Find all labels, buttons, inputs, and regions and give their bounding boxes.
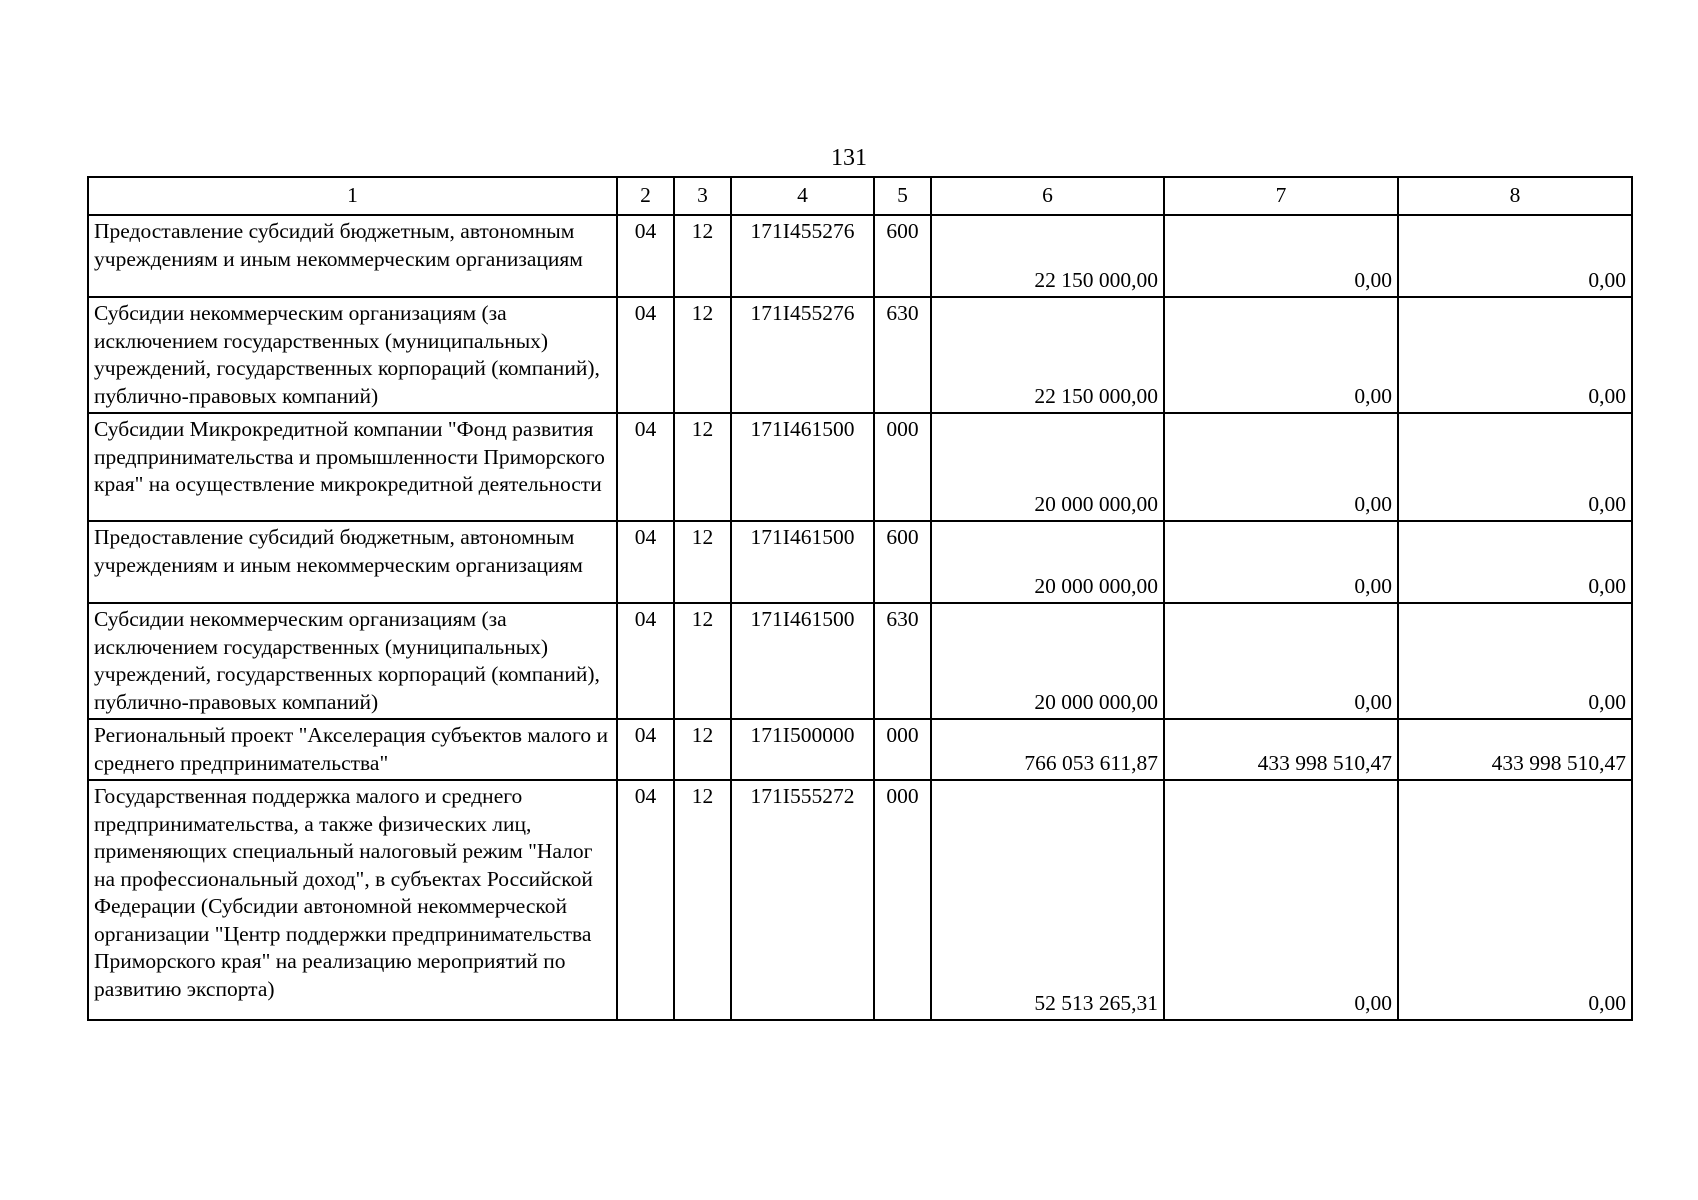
- target-article-code: 171I455276: [731, 297, 874, 413]
- column-header-2: 2: [617, 177, 674, 215]
- amount-col-6: 20 000 000,00: [931, 603, 1164, 719]
- section-code: 04: [617, 719, 674, 780]
- row-name: Субсидии некоммерческим организациям (за исключением государственных (муниципальных) учреждений, государственных корпораций (компаний), публично-правовых компаний): [88, 603, 617, 719]
- table-row: [88, 719, 1632, 780]
- target-article-code: 171I555272: [731, 780, 874, 1020]
- amount-col-7: 0,00: [1164, 413, 1398, 521]
- amount-col-7: 0,00: [1164, 780, 1398, 1020]
- target-article-code: 171I500000: [731, 719, 874, 780]
- amount-col-8: 0,00: [1398, 215, 1632, 297]
- table-row: [88, 297, 1632, 413]
- section-code: 04: [617, 603, 674, 719]
- table-row: [88, 521, 1632, 603]
- column-header-6: 6: [931, 177, 1164, 215]
- amount-col-7: 0,00: [1164, 603, 1398, 719]
- expense-type-code: 630: [874, 297, 931, 413]
- subsection-code: 12: [674, 413, 731, 521]
- header-row: [88, 177, 1632, 215]
- subsection-code: 12: [674, 719, 731, 780]
- amount-col-8: 0,00: [1398, 603, 1632, 719]
- target-article-code: 171I461500: [731, 603, 874, 719]
- budget-table: [87, 176, 1633, 1021]
- page-number: 131: [831, 145, 867, 171]
- amount-col-8: 0,00: [1398, 780, 1632, 1020]
- amount-col-8: 0,00: [1398, 297, 1632, 413]
- row-name: Предоставление субсидий бюджетным, автономным учреждениям и иным некоммерческим организациям: [88, 215, 617, 297]
- subsection-code: 12: [674, 603, 731, 719]
- amount-col-7: 0,00: [1164, 521, 1398, 603]
- expense-type-code: 630: [874, 603, 931, 719]
- section-code: 04: [617, 297, 674, 413]
- table-body: [88, 215, 1632, 1020]
- expense-type-code: 000: [874, 780, 931, 1020]
- row-name: Предоставление субсидий бюджетным, автономным учреждениям и иным некоммерческим организациям: [88, 521, 617, 603]
- subsection-code: 12: [674, 521, 731, 603]
- table-row: [88, 780, 1632, 1020]
- target-article-code: 171I461500: [731, 521, 874, 603]
- amount-col-7: 0,00: [1164, 215, 1398, 297]
- row-name: Региональный проект "Акселерация субъектов малого и среднего предпринимательства": [88, 719, 617, 780]
- amount-col-7: 433 998 510,47: [1164, 719, 1398, 780]
- subsection-code: 12: [674, 215, 731, 297]
- column-header-1: 1: [88, 177, 617, 215]
- row-name: Государственная поддержка малого и среднего предпринимательства, а также физических лиц, применяющих специальный налоговый режим "Налог на профессиональный доход", в субъектах Российской Федерации (Субсидии автономной некоммерческой организации "Центр поддержки предпринимательства Приморского края" на реализацию мероприятий по развитию экспорта): [88, 780, 617, 1020]
- column-header-8: 8: [1398, 177, 1632, 215]
- amount-col-6: 52 513 265,31: [931, 780, 1164, 1020]
- amount-col-6: 20 000 000,00: [931, 521, 1164, 603]
- row-name: Субсидии Микрокредитной компании "Фонд развития предпринимательства и промышленности Приморского края" на осуществление микрокредитной деятельности: [88, 413, 617, 521]
- table-header: [88, 177, 1632, 215]
- table-row: [88, 603, 1632, 719]
- column-header-7: 7: [1164, 177, 1398, 215]
- table-row: [88, 215, 1632, 297]
- section-code: 04: [617, 780, 674, 1020]
- expense-type-code: 000: [874, 413, 931, 521]
- expense-type-code: 600: [874, 215, 931, 297]
- table-row: [88, 413, 1632, 521]
- amount-col-7: 0,00: [1164, 297, 1398, 413]
- amount-col-6: 22 150 000,00: [931, 297, 1164, 413]
- target-article-code: 171I461500: [731, 413, 874, 521]
- amount-col-8: 433 998 510,47: [1398, 719, 1632, 780]
- amount-col-6: 22 150 000,00: [931, 215, 1164, 297]
- amount-col-8: 0,00: [1398, 413, 1632, 521]
- row-name: Субсидии некоммерческим организациям (за исключением государственных (муниципальных) учреждений, государственных корпораций (компаний), публично-правовых компаний): [88, 297, 617, 413]
- section-code: 04: [617, 413, 674, 521]
- expense-type-code: 600: [874, 521, 931, 603]
- amount-col-6: 766 053 611,87: [931, 719, 1164, 780]
- amount-col-8: 0,00: [1398, 521, 1632, 603]
- expense-type-code: 000: [874, 719, 931, 780]
- section-code: 04: [617, 521, 674, 603]
- target-article-code: 171I455276: [731, 215, 874, 297]
- subsection-code: 12: [674, 780, 731, 1020]
- column-header-4: 4: [731, 177, 874, 215]
- column-header-5: 5: [874, 177, 931, 215]
- amount-col-6: 20 000 000,00: [931, 413, 1164, 521]
- column-header-3: 3: [674, 177, 731, 215]
- subsection-code: 12: [674, 297, 731, 413]
- section-code: 04: [617, 215, 674, 297]
